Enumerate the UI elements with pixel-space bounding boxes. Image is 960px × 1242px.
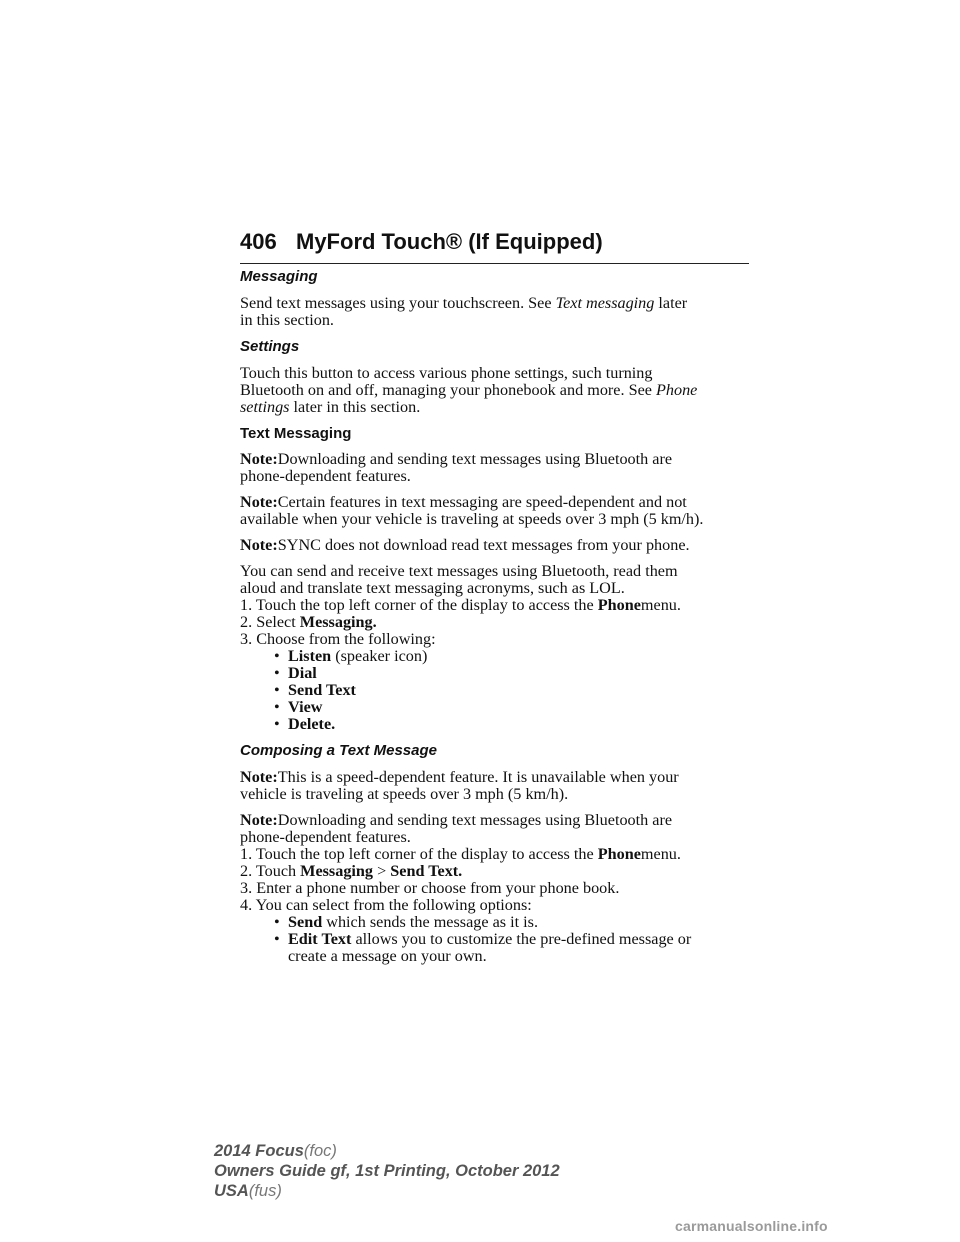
bullet-item: • Dial [274, 664, 317, 682]
phone-settings-reference: Phone [656, 381, 698, 399]
text-messaging-reference: Text messaging [555, 294, 655, 312]
chapter-title: MyFord Touch® (If Equipped) [296, 229, 603, 254]
note: Note:This is a speed-dependent feature. It is unavailable when your vehicle is traveling at speeds over 3 mph (5 km/h). [240, 768, 679, 803]
note: Note:SYNC does not download read text messages from your phone. [240, 536, 690, 554]
step-item: 4. You can select from the following options: [240, 896, 532, 914]
footer-model: 2014 Focus [214, 1142, 304, 1160]
page-footer: 2014 Focus(foc) Owners Guide gf, 1st Printing, October 2012 USA(fus) [214, 1142, 560, 1200]
bullet-item: • Send which sends the message as it is. [274, 913, 538, 931]
watermark-link[interactable]: carmanualsonline.info [675, 1218, 828, 1234]
messaging-heading: Messaging [240, 268, 318, 285]
bullet-continuation: create a message on your own. [288, 947, 487, 965]
settings-paragraph: Touch this button to access various phone settings, such turning Bluetooth on and off, managing your phonebook and more. See Phone settings later in this section. [240, 364, 698, 416]
page-header [240, 229, 749, 264]
note-label: Note: [240, 811, 278, 829]
note-label: Note: [240, 450, 278, 468]
composing-steps: Note:Downloading and sending text messages using Bluetooth are phone-dependent features. 1. Touch the top left corner of the display to access the Phonemenu. 2. Touch Messaging > Send Text. 3. Enter a phone number or choose from your phone book. 4. You can select from the following options: • Send which sends the message as it is. • Edit Text allows you to customize the pre-defined message or create a message on your own. [240, 812, 760, 965]
note: Note:Certain features in text messaging are speed-dependent and not available when your vehicle is traveling at speeds over 3 mph (5 km/h). [240, 493, 704, 528]
footer-market: USA [214, 1182, 249, 1200]
page-content [240, 268, 760, 974]
step-item: 2. Touch Messaging > Send Text. [240, 862, 463, 880]
bullet-item: • Send Text [274, 681, 356, 699]
page-number: 406 [240, 229, 277, 254]
step-item: 1. Touch the top left corner of the display to access the Phonemenu. [240, 845, 681, 863]
note-label: Note: [240, 536, 278, 554]
bullet-item: • View [274, 698, 323, 716]
step-item: 3. Choose from the following: [240, 630, 436, 648]
step-item: 1. Touch the top left corner of the display to access the Phonemenu. [240, 596, 681, 614]
note-label: Note: [240, 493, 278, 511]
bullet-item: • Delete. [274, 715, 336, 733]
composing-heading: Composing a Text Message [240, 742, 437, 759]
step-item: 2. Select Messaging. [240, 613, 377, 631]
messaging-paragraph: Send text messages using your touchscreen. See Text messaging later in this section. [240, 294, 688, 329]
text-messaging-heading: Text Messaging [240, 425, 352, 442]
text-messaging-steps: You can send and receive text messages using Bluetooth, read them aloud and translate text messaging acronyms, such as LOL. 1. Touch the top left corner of the display to access the Phonemenu. 2. Select Messaging. 3. Choose from the following: • Listen (speaker icon) • Dial • Send Text • View • Delete. [240, 563, 760, 733]
footer-printing: Owners Guide gf, 1st Printing, October 2012 [214, 1162, 560, 1180]
settings-heading: Settings [240, 338, 300, 355]
step-item: 3. Enter a phone number or choose from your phone book. [240, 879, 620, 897]
note: Note:Downloading and sending text messages using Bluetooth are phone-dependent features. [240, 450, 673, 485]
note-label: Note: [240, 768, 278, 786]
bullet-item: • Listen (speaker icon) [274, 647, 428, 665]
bullet-item: • Edit Text allows you to customize the pre-defined message or [274, 930, 692, 948]
